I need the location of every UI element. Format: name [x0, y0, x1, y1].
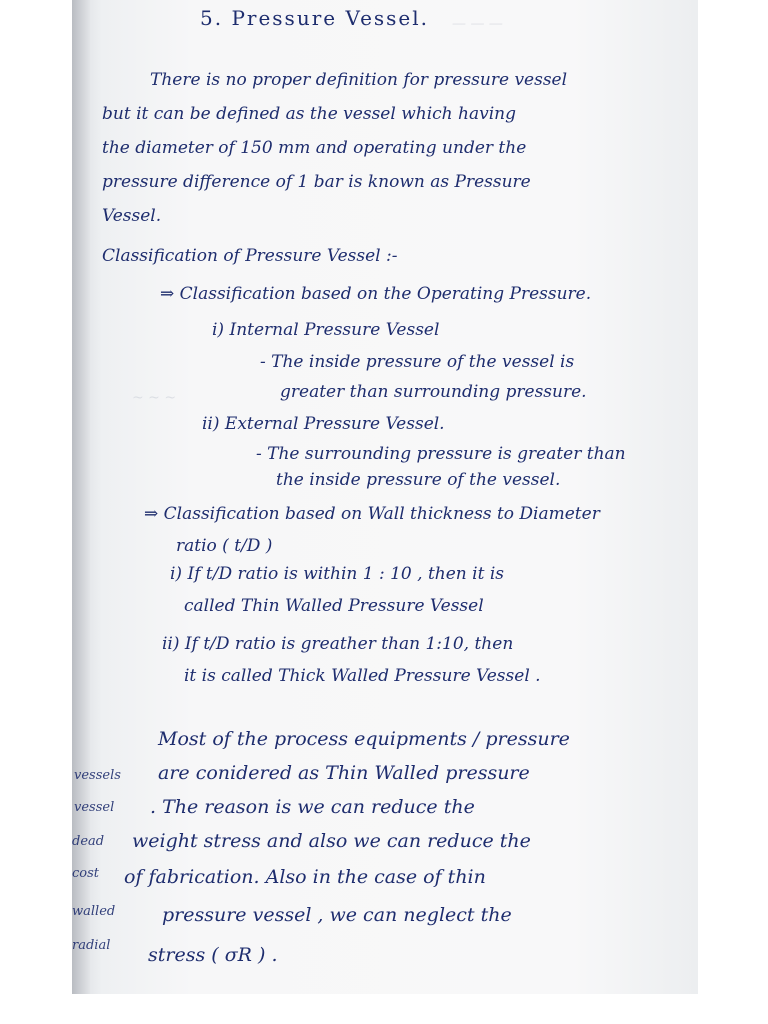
page-heading: 5. Pressure Vessel. — [200, 6, 430, 30]
list-item: ii) External Pressure Vessel. — [202, 414, 445, 434]
list-item-desc: greater than surrounding pressure. — [280, 382, 587, 402]
closing-line: Most of the process equipments / pressure — [158, 728, 570, 750]
margin-note: vessels — [74, 768, 121, 783]
bleed-through-text: ~ ~ ~ — [132, 390, 177, 406]
closing-line: weight stress and also we can reduce the — [132, 830, 531, 852]
bleed-through-text: — — — — [452, 16, 503, 32]
list-item: it is called Thick Walled Pressure Vessel . — [184, 666, 541, 686]
intro-line: but it can be defined as the vessel which having — [102, 104, 516, 124]
subsection-title: ⇒ Classification based on Wall thickness to Diameter — [144, 504, 600, 524]
intro-line: There is no proper definition for pressure vessel — [150, 70, 568, 90]
list-item-desc: the inside pressure of the vessel. — [276, 470, 561, 490]
closing-line: . The reason is we can reduce the — [150, 796, 475, 818]
notebook-page-photo — [72, 0, 698, 994]
margin-note: cost — [72, 866, 100, 881]
list-item: ii) If t/D ratio is greather than 1:10, then — [162, 634, 514, 654]
list-item: i) Internal Pressure Vessel — [212, 320, 440, 340]
intro-line: pressure difference of 1 bar is known as Pressure — [102, 172, 531, 192]
list-item: called Thin Walled Pressure Vessel — [184, 596, 484, 616]
margin-note: walled — [72, 904, 116, 919]
list-item: i) If t/D ratio is within 1 : 10 , then it is — [170, 564, 504, 584]
closing-line: are conidered as Thin Walled pressure — [158, 762, 530, 784]
closing-line: of fabrication. Also in the case of thin — [124, 866, 486, 888]
section-title: Classification of Pressure Vessel :- — [102, 246, 398, 266]
subsection-title: ratio ( t/D ) — [176, 536, 273, 556]
margin-note: dead — [72, 834, 105, 849]
margin-note: radial — [72, 938, 111, 953]
closing-line: stress ( σR ) . — [148, 944, 278, 966]
subsection-title: ⇒ Classification based on the Operating Pressure. — [160, 284, 592, 304]
margin-note: vessel — [74, 800, 115, 815]
intro-line: the diameter of 150 mm and operating under the — [102, 138, 527, 158]
closing-line: pressure vessel , we can neglect the — [162, 904, 512, 926]
list-item-desc: - The surrounding pressure is greater than — [256, 444, 626, 464]
intro-line: Vessel. — [102, 206, 162, 226]
list-item-desc: - The inside pressure of the vessel is — [260, 352, 575, 372]
